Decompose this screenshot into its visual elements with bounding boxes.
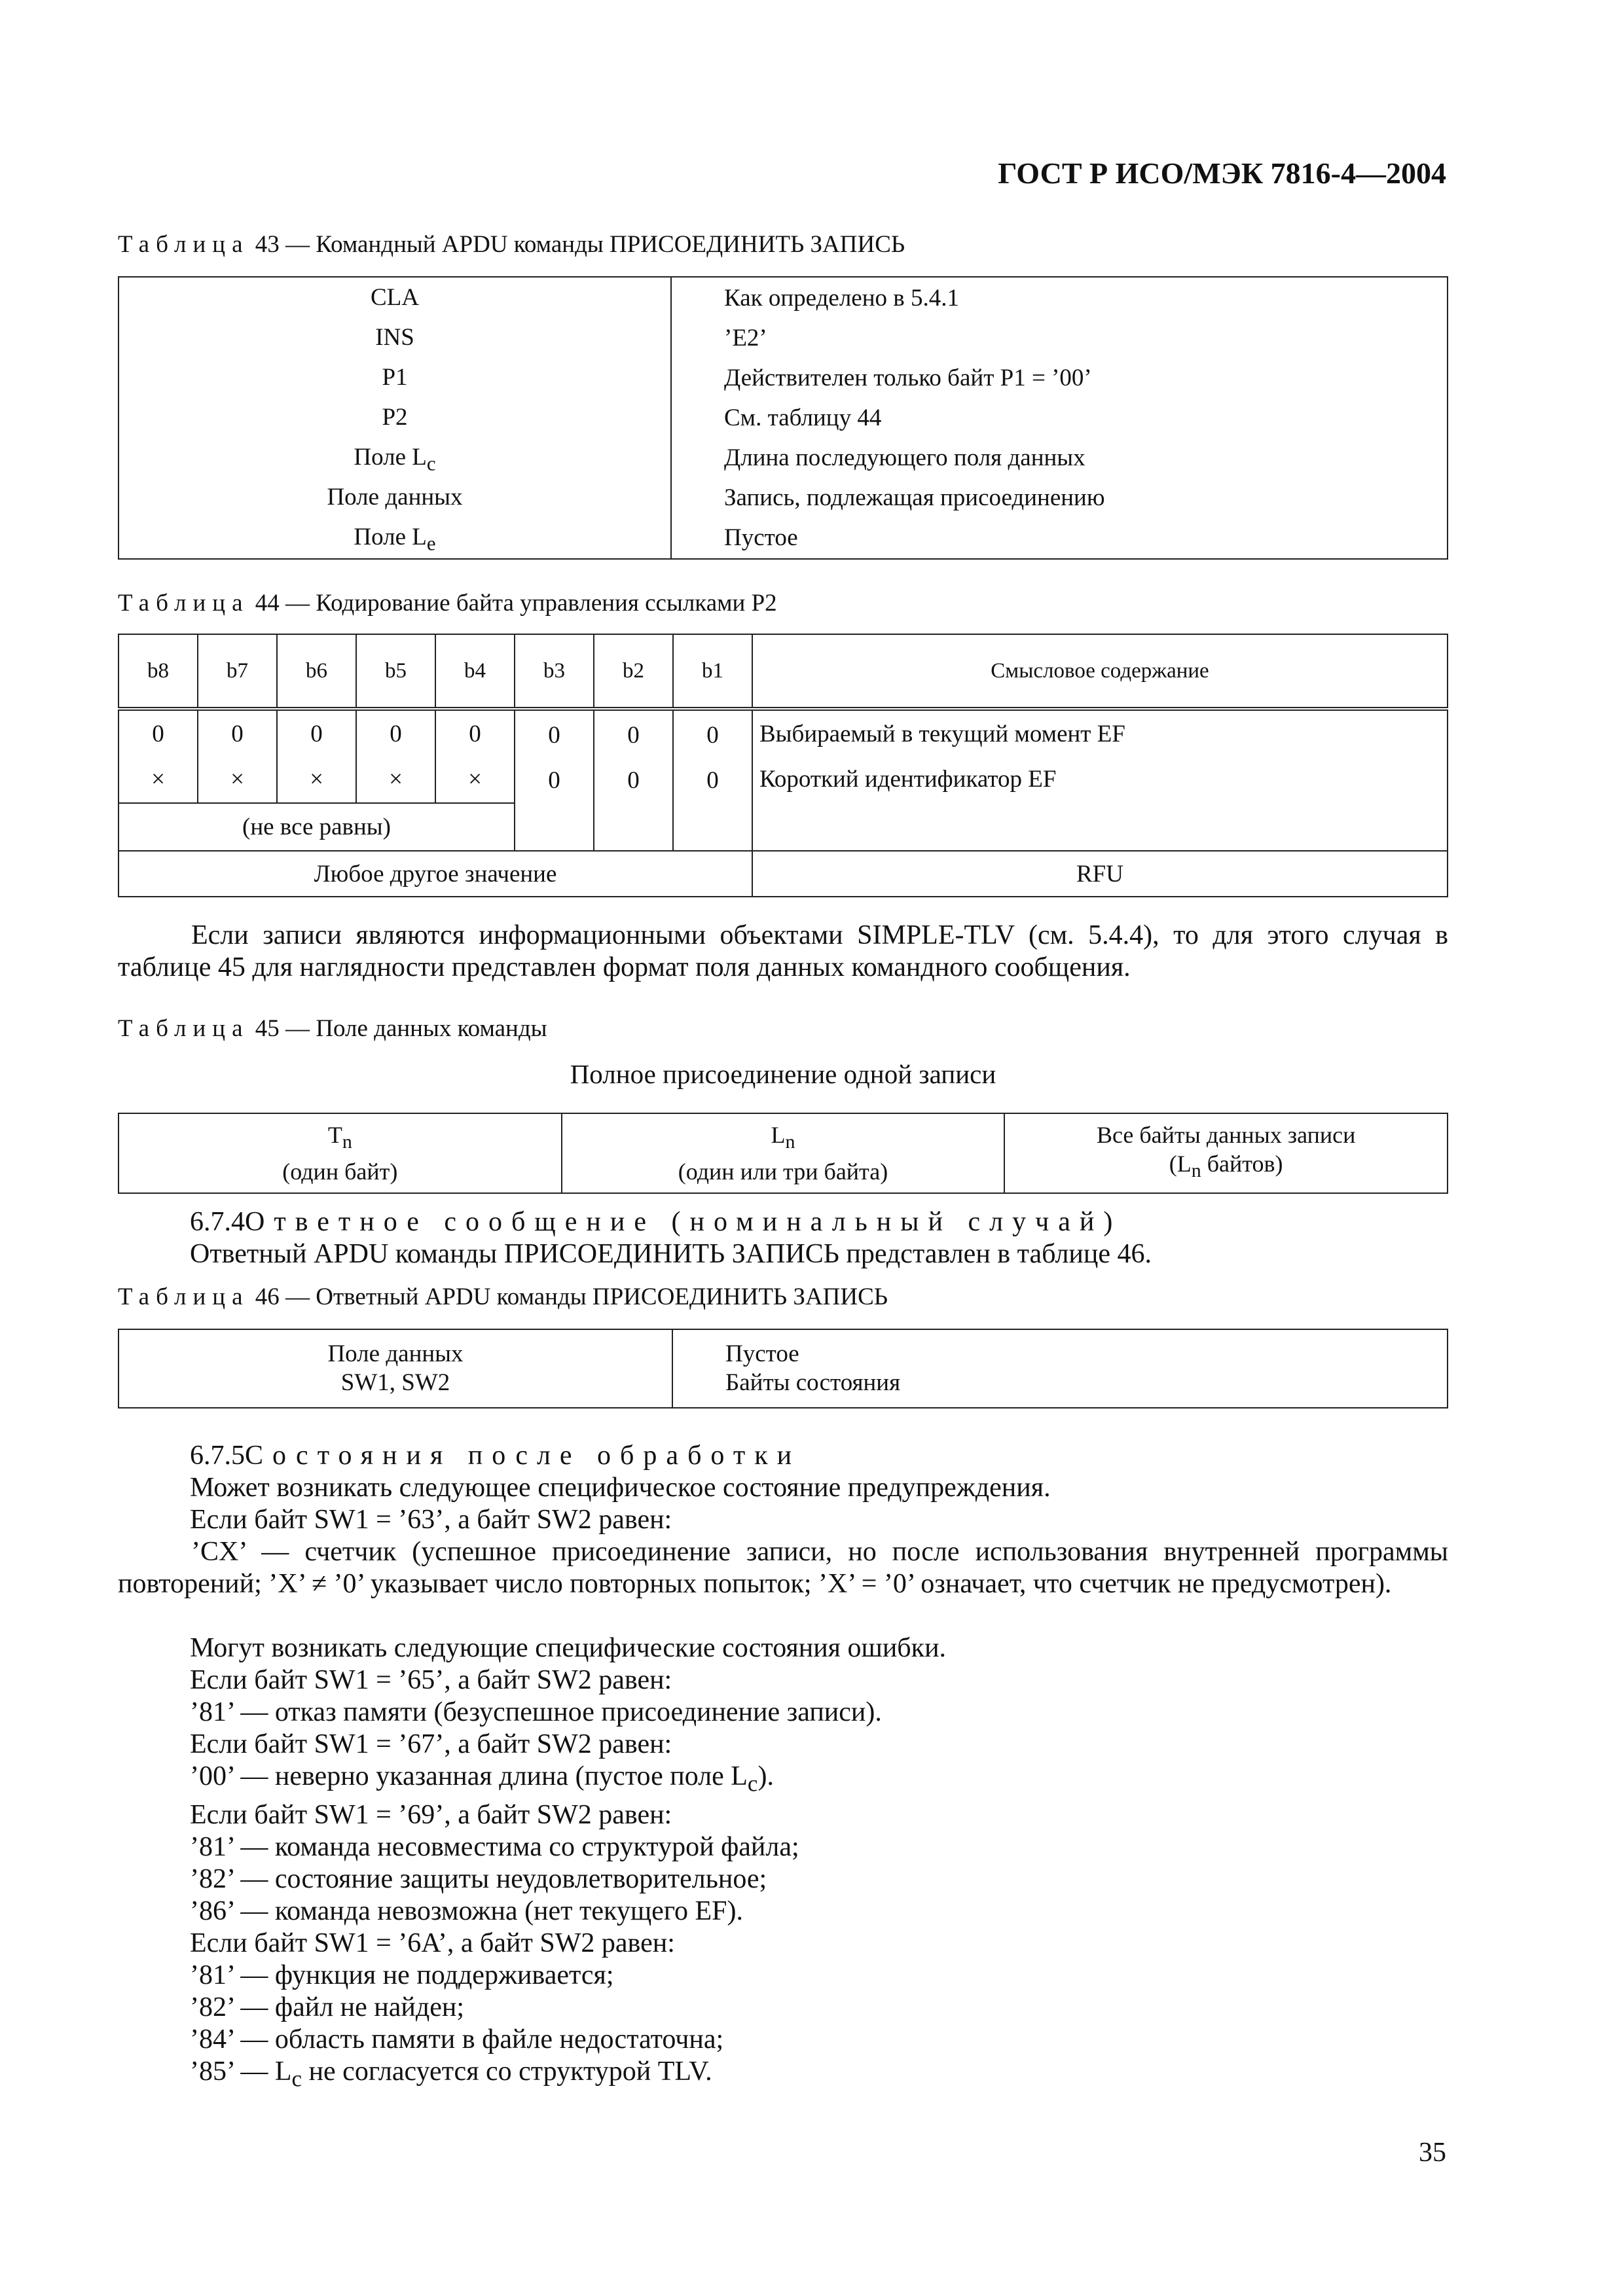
page-number: 35 — [1419, 2138, 1446, 2168]
section-6-7-4: 6.7.4Ответное сообщение (номинальный случай) Ответный APDU команды ПРИСОЕДИНИТЬ ЗАПИСЬ представлен в таблице 46. — [190, 1207, 1152, 1269]
paragraph-simple-tlv: Если записи являются информационными объектами SIMPLE-TLV (см. 5.4.4), то для этого случая в таблице 45 для наглядности представлен формат поля данных командного сообщения. — [118, 920, 1448, 982]
table-46: Поле данных SW1, SW2 Пустое Байты состояния — [118, 1329, 1448, 1408]
counter-description: ’CX’ — счетчик (успешное присоединение записи, но после использования внутренней программы повторений; ’X’ ≠ ’0’ указывает число повторных попыток; ’X’ = ’0’ означает, что счетчик не предусмотрен). — [118, 1537, 1448, 1599]
table-43-caption: Таблица 43 — Командный APDU команды ПРИСОЕДИНИТЬ ЗАПИСЬ — [118, 231, 905, 258]
table-44: b8 b7 b6 b5 b4 b3 b2 b1 Смысловое содержание 0 × 0 × 0 × 0 × 0 × 0 0 0 0 0 0 Выбираемый в текущий момент EF Короткий идентификатор EF (не все равны) Любое другое значение RFU — [118, 634, 1448, 897]
table-46-caption: Таблица 46 — Ответный APDU команды ПРИСОЕДИНИТЬ ЗАПИСЬ — [118, 1283, 888, 1310]
table-45-subtitle: Полное присоединение одной записи — [570, 1059, 996, 1089]
rfu: RFU — [752, 851, 1448, 897]
table-43-values: Как определено в 5.4.1 ’E2’ Действителен только байт P1 = ’00’ См. таблицу 44 Длина последующего поля данных Запись, подлежащая присоединению Пустое — [671, 277, 1448, 559]
other-value: Любое другое значение — [119, 851, 752, 897]
not-equal-note: (не все равны) — [119, 803, 515, 851]
error-states: Могут возникать следующие специфические состояния ошибки. Если байт SW1 = ’65’, а байт SW2 равен: ’81’ — отказ памяти (безуспешное присоединение записи). Если байт SW1 = ’67’, а байт SW2 равен: ’00’ — неверно указанная длина (пустое поле $L_c$). Если байт SW1 = ’69’, а байт SW2 равен: ’81’ — команда несовместима со структурой файла; ’82’ — состояние защиты неудовлетворительное; ’86’ — команда невозможна (нет текущего EF). Если байт SW1 = ’6A’, а байт SW2 равен: ’81’ — функция не поддерживается; ’82’ — файл не найден; ’84’ — область памяти в файле недостаточна; ’85’ — $L_c$ не согласуется со структурой TLV. — [190, 1633, 947, 2092]
table-43-fields: CLA INS P1 P2 Поле $L_c$ Поле данных Поле $L_e$ — [119, 277, 671, 559]
meaning-header: Смысловое содержание — [752, 634, 1448, 709]
table-43 — [118, 276, 1448, 560]
section-6-7-5: 6.7.5Состояния после обработки Может возникать следующее специфическое состояние предупреждения. Если байт SW1 = ’63’, а байт SW2 равен: — [190, 1441, 1051, 1535]
table-44-caption: Таблица 44 — Кодирование байта управления ссылками P2 — [118, 590, 777, 617]
table-45-caption: Таблица 45 — Поле данных команды — [118, 1015, 547, 1042]
table-45: $T_n$ (один байт) $L_n$ (один или три байта) Все байты данных записи ($L_n$ байтов) — [118, 1113, 1448, 1194]
document-header: ГОСТ Р ИСО/МЭК 7816-4—2004 — [998, 156, 1446, 190]
